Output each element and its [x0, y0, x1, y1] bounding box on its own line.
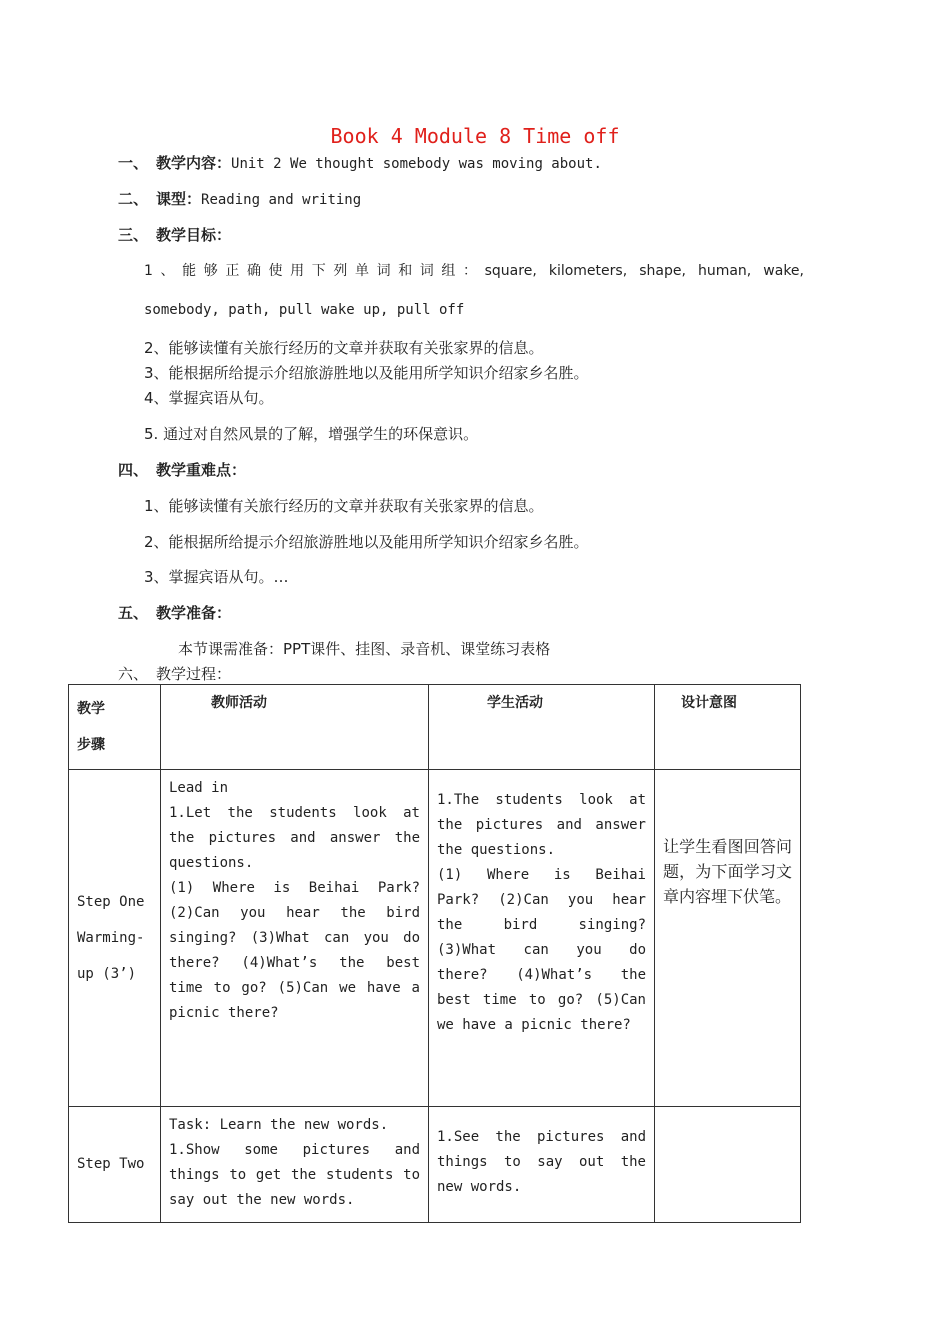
section-process: [118, 663, 231, 684]
activity-heading: Task: Learn the new words.: [169, 1117, 389, 1133]
student-activity-cell: [429, 1107, 655, 1223]
header-intent: 设计意图: [655, 685, 801, 770]
header-step-line1: 教学: [77, 701, 105, 717]
table-header-row: [69, 685, 801, 770]
student-activity: 1.The students look at the pictures and answer the questions.: [437, 792, 646, 858]
section-content: [118, 152, 602, 173]
section-goals: [118, 224, 231, 245]
intent-cell: [655, 770, 801, 1107]
section-label: 教学过程：: [156, 665, 232, 683]
section-number: 四、: [118, 461, 149, 479]
goal-2: 2、能够读懂有关旅行经历的文章并获取有关张家界的信息。: [144, 339, 544, 357]
section-preparation: [118, 602, 231, 623]
teacher-activity: 1.Let the students look at the pictures and answer the questions.: [169, 805, 420, 871]
teacher-questions: (1) Where is Beihai Park? (2)Can you hear the bird singing? (3)What can you do there? (4)What’s the best time to go? (5)Can we have a picnic there?: [169, 880, 420, 1021]
section-number: 五、: [118, 604, 149, 622]
keypoint-3: 3、掌握宾语从句。…: [144, 568, 289, 586]
table-row: [69, 1107, 801, 1223]
student-activity-cell: [429, 770, 655, 1107]
student-activity: 1.See the pictures and things to say out the new words.: [437, 1129, 646, 1195]
section-label: 课型：: [156, 190, 202, 208]
goal-5: 5. 通过对自然风景的了解，增强学生的环保意识。: [144, 425, 479, 443]
section-label: 教学内容：: [156, 154, 232, 172]
keypoint-1: 1、能够读懂有关旅行经历的文章并获取有关张家界的信息。: [144, 497, 544, 515]
section-number: 三、: [118, 226, 149, 244]
teacher-activity-cell: [161, 1107, 429, 1223]
page-title: Book 4 Module 8 Time off: [330, 124, 620, 148]
preparation-text: 本节课需准备：PPT课件、挂图、录音机、课堂练习表格: [178, 640, 551, 658]
section-number: 一、: [118, 154, 149, 172]
step-line: Step One: [77, 894, 145, 910]
goal-4: 4、掌握宾语从句。: [144, 389, 274, 407]
header-student: 学生活动: [429, 685, 655, 770]
step-line: Warming-: [77, 930, 145, 946]
section-keypoints: [118, 459, 246, 480]
section-value: Unit 2 We thought somebody was moving about.: [231, 156, 602, 172]
step-line: Step Two: [77, 1156, 145, 1172]
goal-3: 3、能根据所给提示介绍旅游胜地以及能用所学知识介绍家乡名胜。: [144, 364, 589, 382]
student-questions: (1) Where is Beihai Park? (2)Can you hear the bird singing? (3)What can you do there? (4)What’s the best time to go? (5)Can we have a picnic there?: [437, 867, 646, 1033]
goal-1: 1、能够正确使用下列单词和词组：square, kilometers, shape, human, wake,: [144, 263, 804, 279]
table-row: [69, 770, 801, 1107]
section-label: 教学目标：: [156, 226, 232, 244]
section-label: 教学重难点：: [156, 461, 247, 479]
section-type: [118, 188, 361, 209]
header-step: [69, 685, 161, 770]
step-cell: [69, 1107, 161, 1223]
process-table: [68, 684, 801, 1223]
design-intent: 让学生看图回答问题，为下面学习文章内容埋下伏笔。: [663, 837, 792, 906]
intent-cell: [655, 1107, 801, 1223]
step-cell: [69, 770, 161, 1107]
teacher-activity: 1.Show some pictures and things to get the students to say out the new words.: [169, 1142, 420, 1208]
step-line: up (3’): [77, 966, 137, 982]
section-value: Reading and writing: [201, 192, 362, 208]
section-number: 二、: [118, 190, 149, 208]
header-teacher: 教师活动: [161, 685, 429, 770]
section-number: 六、: [118, 665, 149, 683]
teacher-activity-cell: [161, 770, 429, 1107]
section-label: 教学准备：: [156, 604, 232, 622]
activity-heading: Lead in: [169, 780, 229, 796]
goal-1-cont: somebody, path, pull wake up, pull off: [144, 302, 465, 318]
header-step-line2: 步骤: [77, 737, 105, 753]
keypoint-2: 2、能根据所给提示介绍旅游胜地以及能用所学知识介绍家乡名胜。: [144, 533, 589, 551]
